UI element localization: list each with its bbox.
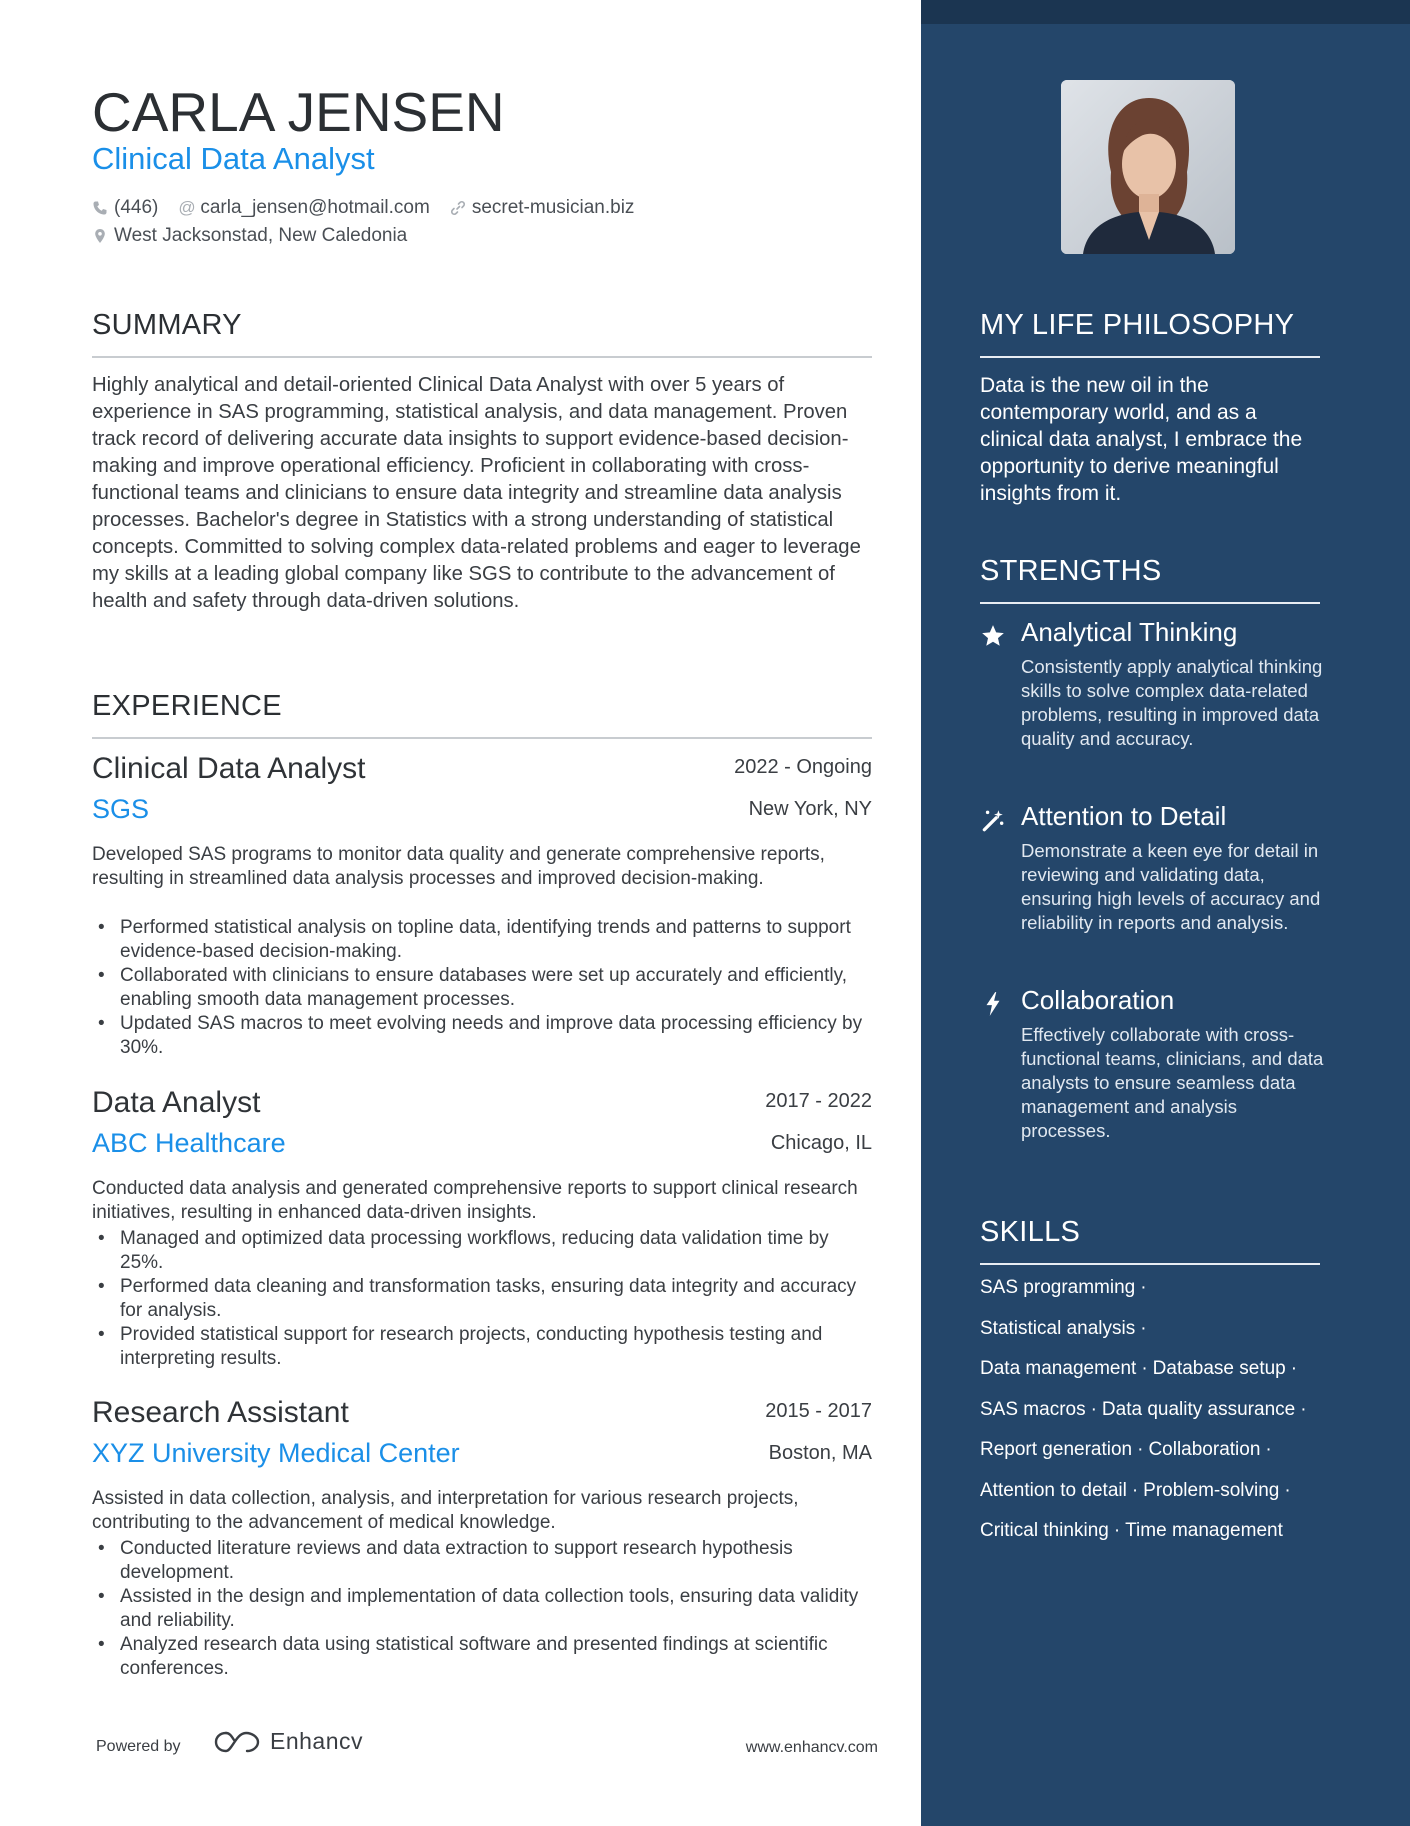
skill-row: SAS macros · Data quality assurance · xyxy=(980,1398,1307,1420)
location-text: West Jacksonstad, New Caledonia xyxy=(114,225,408,246)
infinity-logo-icon xyxy=(214,1729,260,1755)
magic-wand-icon xyxy=(980,807,1006,833)
philosophy-text: Data is the new oil in the contemporary world, and as a clinical data analyst, I embrace the opportunity to derive meaningful insights from it. xyxy=(980,374,1303,505)
strength-title: Attention to Detail xyxy=(1021,801,1227,831)
job-bullet: • Analyzed research data using statistical software and presented findings at scientific conferences. xyxy=(92,1633,872,1681)
job-location: New York, NY xyxy=(748,798,872,820)
candidate-name: CARLA JENSEN xyxy=(92,81,505,143)
powered-by-label: Powered by xyxy=(96,1738,181,1755)
skill-tag: SAS macros xyxy=(980,1398,1086,1420)
job-bullet: • Provided statistical support for research projects, conducting hypothesis testing and interpreting results. xyxy=(92,1323,872,1371)
candidate-title: Clinical Data Analyst xyxy=(92,141,375,176)
skill-row: Attention to detail · Problem-solving · xyxy=(980,1479,1291,1501)
strengths-divider xyxy=(980,602,1320,604)
company-name: ABC Healthcare xyxy=(92,1128,286,1158)
strength-description: Effectively collaborate with cross-functional teams, clinicians, and data analysts to ensure seamless data management and analysis processes. xyxy=(1021,1024,1324,1141)
job-location: Chicago, IL xyxy=(770,1132,872,1154)
skill-tag: Report generation xyxy=(980,1439,1133,1460)
lightning-bolt-icon xyxy=(980,991,1006,1017)
job-bullet: • Performed data cleaning and transformation tasks, ensuring data integrity and accuracy for analysis. xyxy=(92,1275,872,1323)
profile-photo xyxy=(1061,80,1235,254)
phone-contact[interactable] xyxy=(92,197,158,219)
job-dates: 2015 - 2017 xyxy=(765,1400,872,1422)
summary-heading: SUMMARY xyxy=(92,309,242,341)
philosophy-divider xyxy=(980,356,1320,358)
skill-row: Data management · Database setup · xyxy=(980,1358,1298,1379)
skill-tag: Database setup xyxy=(1152,1358,1286,1379)
skill-tag: Data management xyxy=(980,1358,1137,1379)
job-bullet: • Managed and optimized data processing workflows, reducing data validation time by 25%. xyxy=(92,1227,872,1275)
skill-tag: Data quality assurance xyxy=(1101,1398,1296,1420)
strengths-heading: STRENGTHS xyxy=(980,555,1162,587)
job-description: Conducted data analysis and generated comprehensive reports to support clinical research initiatives, resulting in enhanced data-driven insights. xyxy=(92,1178,858,1223)
job-title: Data Analyst xyxy=(92,1086,261,1119)
job-bullet: • Conducted literature reviews and data extraction to support research hypothesis development. xyxy=(92,1537,872,1585)
strength-title: Analytical Thinking xyxy=(1021,617,1238,647)
skills-list xyxy=(980,1277,1340,1561)
portrait-image xyxy=(1061,80,1235,254)
skill-tag: SAS programming xyxy=(980,1277,1136,1298)
skill-row: Critical thinking · Time management xyxy=(980,1520,1283,1541)
email-contact[interactable] xyxy=(178,197,429,219)
phone-number: (446) xyxy=(114,197,159,218)
skill-row: Statistical analysis · xyxy=(980,1317,1147,1339)
website-contact[interactable] xyxy=(450,197,635,219)
brand-name: Enhancv xyxy=(270,1728,364,1754)
website-url: secret-musician.biz xyxy=(471,197,635,218)
strength-description: Consistently apply analytical thinking skills to solve complex data-related problems, resulting in improved data quality and accuracy. xyxy=(1021,656,1323,749)
job-bullet: • Collaborated with clinicians to ensure databases were set up accurately and efficiently, enabling smooth data management processes. xyxy=(92,964,872,1012)
sidebar-top-band xyxy=(921,0,1410,24)
skill-tag: Problem-solving xyxy=(1143,1479,1280,1501)
job-title: Clinical Data Analyst xyxy=(92,752,366,785)
job-dates: 2022 - Ongoing xyxy=(734,756,872,778)
skills-divider xyxy=(980,1263,1320,1265)
experience-heading: EXPERIENCE xyxy=(92,690,282,722)
philosophy-heading: MY LIFE PHILOSOPHY xyxy=(980,309,1295,341)
skill-row: Report generation · Collaboration · xyxy=(980,1439,1272,1460)
link-icon xyxy=(450,200,466,216)
footer-website[interactable]: www.enhancv.com xyxy=(745,1739,878,1756)
phone-icon xyxy=(92,200,108,216)
summary-divider xyxy=(92,356,872,358)
strength-title: Collaboration xyxy=(1021,985,1175,1015)
job-title: Research Assistant xyxy=(92,1396,349,1429)
company-name: SGS xyxy=(92,794,150,824)
skill-tag: Time management xyxy=(1125,1520,1283,1541)
contact-info xyxy=(92,194,654,250)
skill-tag: Collaboration xyxy=(1148,1439,1261,1460)
skill-row: SAS programming · xyxy=(980,1277,1147,1298)
star-icon xyxy=(980,623,1006,649)
skill-tag: Critical thinking xyxy=(980,1520,1109,1541)
job-bullet: • Assisted in the design and implementation of data collection tools, ensuring data validity and reliability. xyxy=(92,1585,872,1633)
job-description: Assisted in data collection, analysis, and interpretation for various research projects, contributing to the advancement of medical knowledge. xyxy=(92,1488,799,1533)
strength-description: Demonstrate a keen eye for detail in reviewing and validating data, ensuring high levels of accuracy and reliability in reports and analysis. xyxy=(1021,840,1321,933)
job-location: Boston, MA xyxy=(768,1442,872,1464)
experience-divider xyxy=(92,737,872,739)
job-dates: 2017 - 2022 xyxy=(765,1090,872,1112)
location-contact xyxy=(92,225,407,247)
skills-heading: SKILLS xyxy=(980,1216,1081,1248)
job-bullet-list xyxy=(92,1537,872,1681)
job-bullet-list xyxy=(92,916,872,1060)
skill-tag: Attention to detail xyxy=(980,1479,1127,1501)
skill-tag: Statistical analysis xyxy=(980,1317,1136,1339)
job-bullet: • Updated SAS macros to meet evolving needs and improve data processing efficiency by 30%. xyxy=(92,1012,872,1060)
email-address: carla_jensen@hotmail.com xyxy=(200,197,430,218)
job-description: Developed SAS programs to monitor data quality and generate comprehensive reports, resulting in streamlined data analysis processes and improved decision-making. xyxy=(92,844,825,889)
job-bullet-list xyxy=(92,1227,872,1371)
sidebar xyxy=(921,0,1410,1826)
job-bullet: • Performed statistical analysis on topline data, identifying trends and patterns to support evidence-based decision-making. xyxy=(92,916,872,964)
enhancv-logo[interactable] xyxy=(214,1728,363,1755)
at-icon: @ xyxy=(178,198,196,217)
company-name: XYZ University Medical Center xyxy=(92,1438,460,1468)
location-pin-icon xyxy=(92,228,108,244)
summary-text: Highly analytical and detail-oriented Clinical Data Analyst with over 5 years of experience in SAS programming, statistical analysis, and data management. Proven track record of delivering accurate data insights to support evidence-based decision-making and improve operational efficiency. Proficient in collaborating with cross-functional teams and clinicians to ensure data integrity and streamline data analysis processes. Bachelor's degree in Statistics with a strong understanding of statistical concepts. Committed to solving complex data-related problems and eager to leverage my skills at a leading global company like SGS to contribute to the advancement of health and safety through data-driven solutions. xyxy=(92,374,861,612)
